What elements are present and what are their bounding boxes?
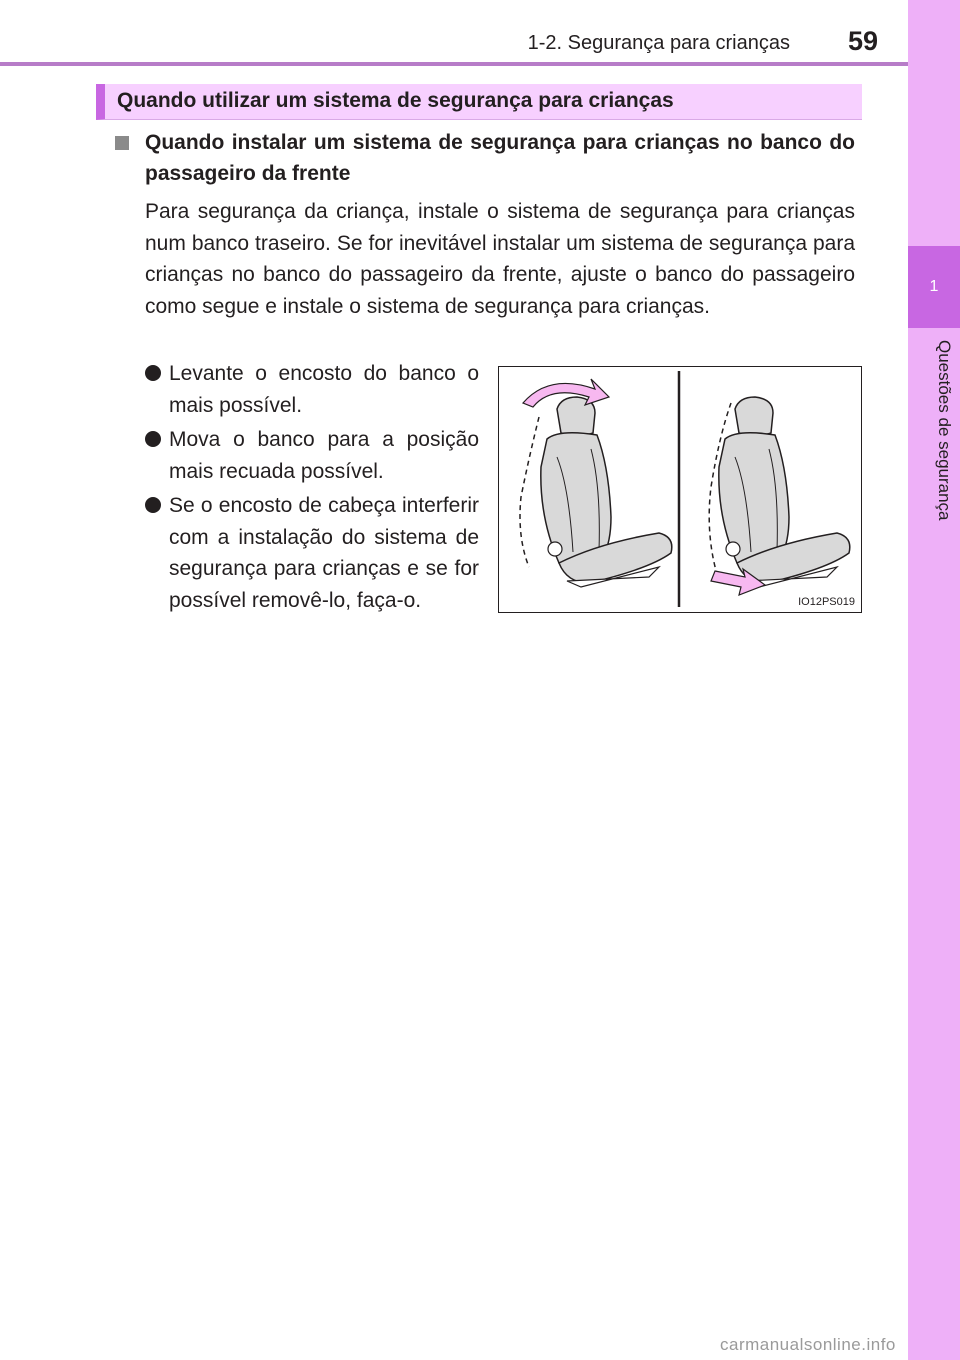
list-item: [145, 424, 479, 487]
round-bullet-icon: [145, 497, 161, 513]
round-bullet-icon: [145, 365, 161, 381]
seat-illustration: [499, 367, 863, 614]
section-title-bar: [96, 84, 862, 120]
bullet-text: Se o encosto de cabeça interferir com a instalação do sistema de segurança para crianças e se for possível removê-lo, faça-o.: [169, 494, 479, 612]
bullet-list: [145, 358, 479, 619]
seat-adjustment-figure: [498, 366, 862, 613]
square-bullet-icon: [115, 136, 129, 150]
list-item: [145, 490, 479, 616]
header-divider: [0, 62, 908, 66]
figure-code: IO12PS019: [798, 596, 855, 608]
round-bullet-icon: [145, 431, 161, 447]
seat-right-illustration: [709, 397, 850, 595]
running-header-title: 1-2. Segurança para crianças: [527, 32, 790, 54]
chapter-number: 1: [929, 278, 939, 295]
chapter-number-box: [908, 246, 960, 328]
body-paragraph: Para segurança da criança, instale o sistema de segurança para crianças num banco traseiro. Se for inevitável instalar um sistema de segurança para crianças no banco do passageiro da frente, ajuste o banco do passageiro como segue e instale o sistema de segurança para crianças.: [145, 200, 855, 318]
seat-left-illustration: [520, 379, 672, 587]
watermark: carmanualsonline.info: [720, 1335, 896, 1354]
bullet-text: Levante o encosto do banco o mais possível.: [169, 362, 479, 417]
section-title: Quando utilizar um sistema de segurança para crianças: [117, 89, 674, 112]
subsection-heading: Quando instalar um sistema de segurança para crianças no banco do passageiro da frente: [145, 131, 855, 185]
bullet-text: Mova o banco para a posição mais recuada possível.: [169, 428, 479, 483]
chapter-side-tab: [908, 0, 960, 1360]
page-number: 59: [848, 26, 879, 56]
list-item: [145, 358, 479, 421]
chapter-label: Questões de segurança: [935, 340, 954, 521]
